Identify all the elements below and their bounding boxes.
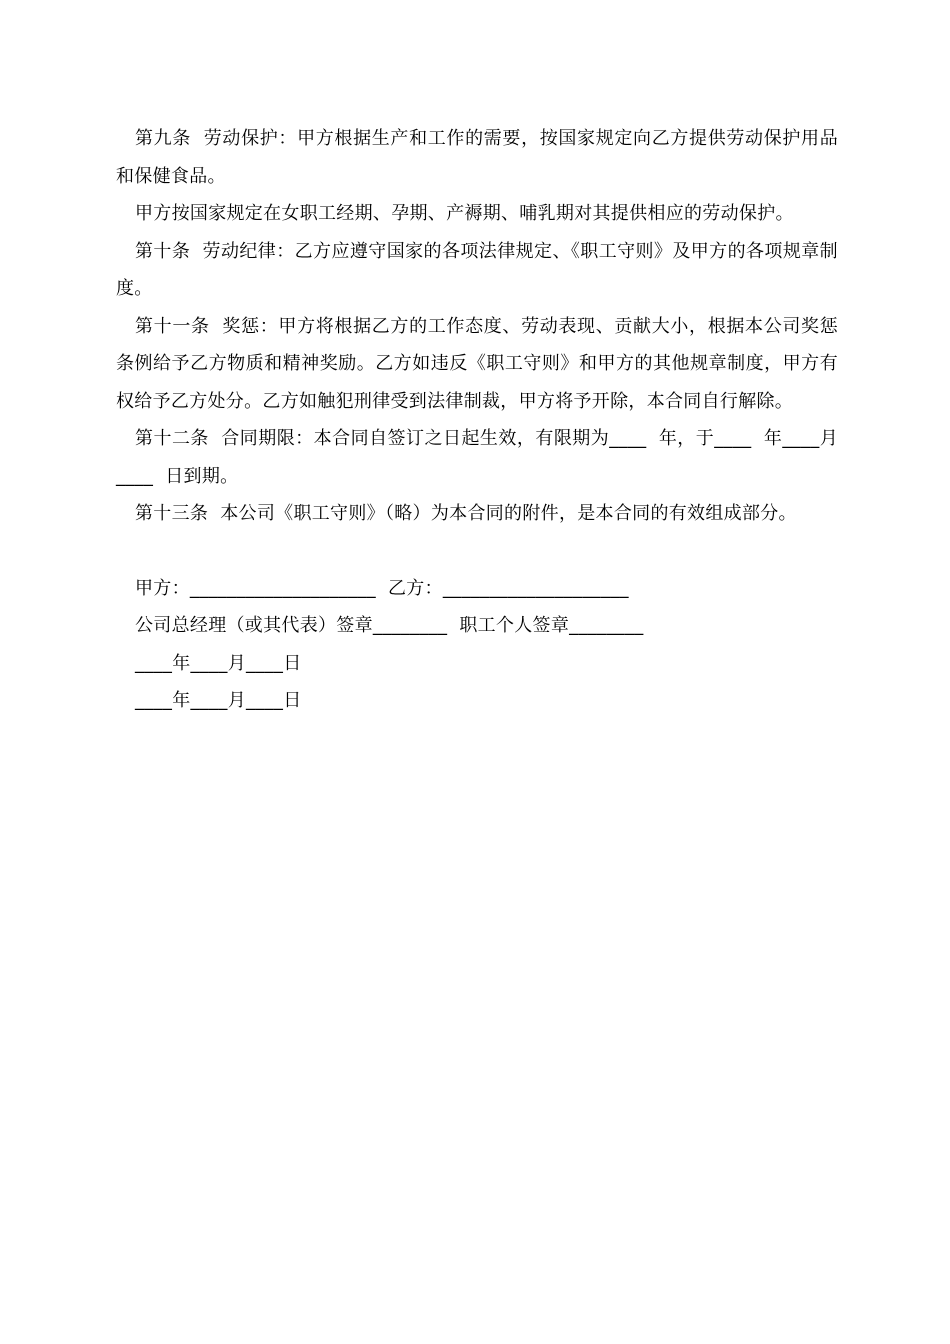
signature-line: 公司总经理（或其代表）签章________ 职工个人签章________ [135,615,644,636]
article-11-rewards-penalties: 第十一条 奖惩：甲方将根据乙方的工作态度、劳动表现、贡献大小，根据本公司奖惩条例给予乙方物质和精神奖励。乙方如违反《职工守则》和甲方的其他规章制度，甲方有权给予乙方处分。乙方如触犯刑律受到法律制裁，甲方将予开除，本合同自行解除。 [116,315,838,412]
contract-body [116,120,838,720]
date-line-party-a: ____年____月____日 [135,652,302,674]
article-13-appendix: 第十三条 本公司《职工守则》（略）为本合同的附件，是本合同的有效组成部分。 [135,503,797,524]
date-line-party-b: ____年____月____日 [135,690,302,711]
parties-line: 甲方：____________________ 乙方：____________________ [135,577,629,599]
article-12-contract-term: 第十二条 合同期限：本合同自签订之日起生效，有限期为____ 年，于____ 年____月____ 日到期。 [116,428,838,487]
article-9-female-worker-protection: 甲方按国家规定在女职工经期、孕期、产褥期、哺乳期对其提供相应的劳动保护。 [135,203,794,224]
article-10-labor-discipline: 第十条 劳动纪律：乙方应遵守国家的各项法律规定、《职工守则》及甲方的各项规章制度。 [116,240,838,299]
article-9-labor-protection: 第九条 劳动保护：甲方根据生产和工作的需要，按国家规定向乙方提供劳动保护用品和保健食品。 [116,128,838,187]
signature-block [116,570,838,720]
